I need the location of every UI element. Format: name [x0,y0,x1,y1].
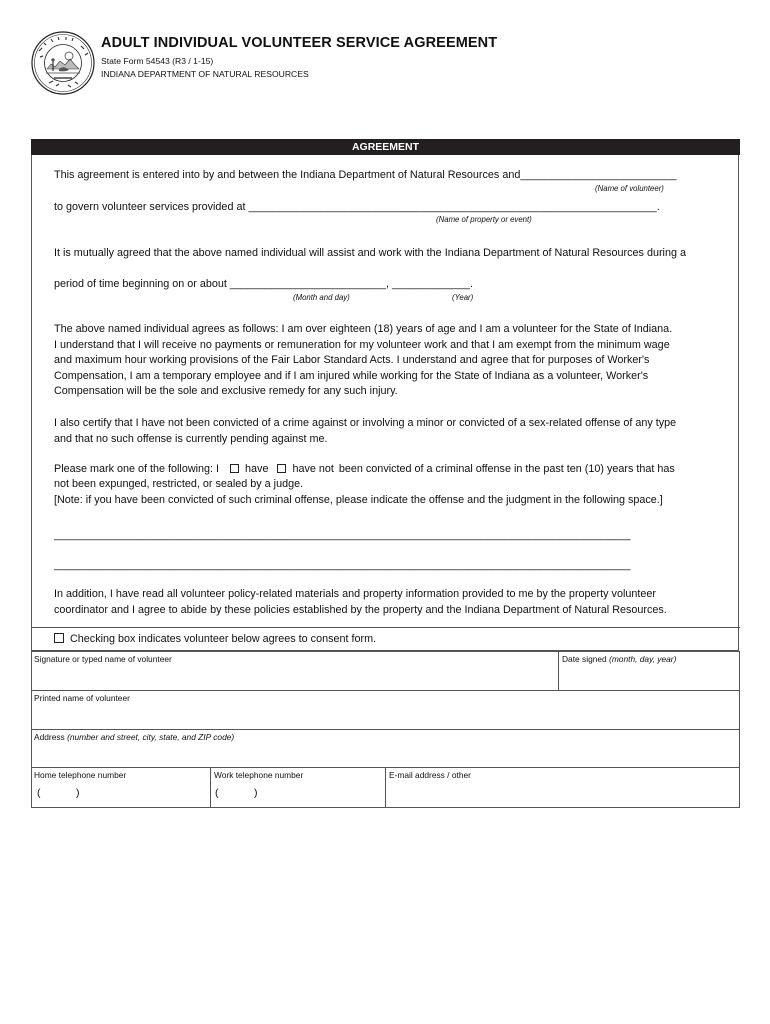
offense-blank-line-1[interactable]: ________________________________________________________________________________________________ [54,529,631,541]
work-phone-area-open: ( [215,787,219,799]
form-title: ADULT INDIVIDUAL VOLUNTEER SERVICE AGREEMENT [101,35,498,51]
department-name: INDIANA DEPARTMENT OF NATURAL RESOURCES [101,69,309,79]
agreement-line-property: to govern volunteer services provided at ____________________________________________________________________. [54,201,660,213]
divider [31,627,740,628]
home-phone-area-close: ) [76,787,80,799]
terms-line: I understand that I will receive no payments or remuneration for my volunteer work and that I am exempt from the minimum wage [54,338,670,351]
month-day-caption: (Month and day) [293,293,350,302]
start-year-field[interactable] [423,278,509,290]
home-phone-field[interactable] [32,768,209,806]
consent-checkbox[interactable] [54,633,64,643]
home-phone-label: Home telephone number [34,770,127,780]
form-number: State Form 54543 (R3 / 1-15) [101,56,214,66]
terms-line: The above named individual agrees as follows: I am over eighteen (18) years of age and I am a volunteer for the State of Indiana. [54,323,673,335]
work-phone-field[interactable] [211,768,384,806]
signature-field[interactable] [32,652,557,689]
have-checkbox[interactable] [230,464,239,473]
email-field[interactable] [386,768,739,806]
volunteer-name-caption: (Name of volunteer) [595,184,664,193]
certification-paragraph [54,416,676,447]
address-field[interactable] [32,730,739,766]
address-label [34,732,234,742]
policy-line: In addition, I have read all volunteer policy-related materials and property information provided to me by the property volunteer [54,588,656,600]
state-seal-icon [31,31,95,95]
mark-prefix: Please mark one of the following: I [54,463,220,475]
year-caption: (Year) [452,293,474,302]
work-phone-label: Work telephone number [214,770,304,780]
property-name-caption: (Name of property or event) [436,215,532,224]
offense-blank-line-2[interactable]: ________________________________________________________________________________________________ [54,559,631,571]
email-label: E-mail address / other [389,770,471,780]
have-label: have [245,463,269,475]
certification-line: and that no such offense is currently pending against me. [54,432,328,445]
volunteer-name-field[interactable] [548,169,724,181]
address-hint: (number and street, city, state, and ZIP code) [67,732,235,742]
date-hint: (month, day, year) [609,654,677,664]
printed-name-field[interactable] [32,691,739,728]
certification-line: I also certify that I have not been convicted of a crime against or involving a minor or convicted of a sex-related offense of any type [54,417,677,429]
consent-label: Checking box indicates volunteer below agrees to consent form. [70,633,377,645]
terms-line: Compensation, I am a temporary employee and if I am injured while working for the State of Indiana as a volunteer, Worker's [54,369,649,382]
terms-line: Compensation will be the sole and exclusive remedy for any such injury. [54,385,398,397]
agreement-line-period: period of time beginning on or about __________________________, _____________. [54,278,474,290]
start-month-day-field[interactable] [243,278,415,290]
date-signed-label [562,654,676,664]
home-phone-area-open: ( [37,787,41,799]
conviction-question [54,462,675,478]
policy-line: coordinator and I agree to abide by these policies established by the property and the Indiana Department of Natural Resources. [54,603,667,616]
have-not-label: have not [292,463,334,475]
terms-paragraph [54,322,672,400]
work-phone-area-close: ) [254,787,258,799]
agreement-line-parties: This agreement is entered into by and between the Indiana Department of Natural Resources and__________________________ [54,169,677,181]
policy-paragraph [54,587,667,618]
agreement-heading: AGREEMENT [31,139,740,155]
date-signed-field[interactable] [559,652,739,689]
signature-label: Signature or typed name of volunteer [34,654,172,664]
mark-suffix: been convicted of a criminal offense in the past ten (10) years that has [338,463,675,475]
address-label-text: Address [34,732,65,742]
printed-name-label: Printed name of volunteer [34,693,130,703]
property-name-field[interactable] [258,201,720,213]
conviction-question-line2: not been expunged, restricted, or sealed by a judge. [54,478,304,490]
consent-row [54,632,376,648]
terms-line: and maximum hour working provisions of the Fair Labor Standard Acts. I understand and agree that for purposes of Worker's [54,354,650,366]
have-not-checkbox[interactable] [277,464,286,473]
date-label-text: Date signed [562,654,607,664]
conviction-note: [Note: if you have been convicted of such criminal offense, please indicate the offense and the judgment in the following space.] [54,494,663,506]
agreement-line-mutual: It is mutually agreed that the above named individual will assist and work with the Indiana Department of Natural Resources during a [54,247,686,259]
